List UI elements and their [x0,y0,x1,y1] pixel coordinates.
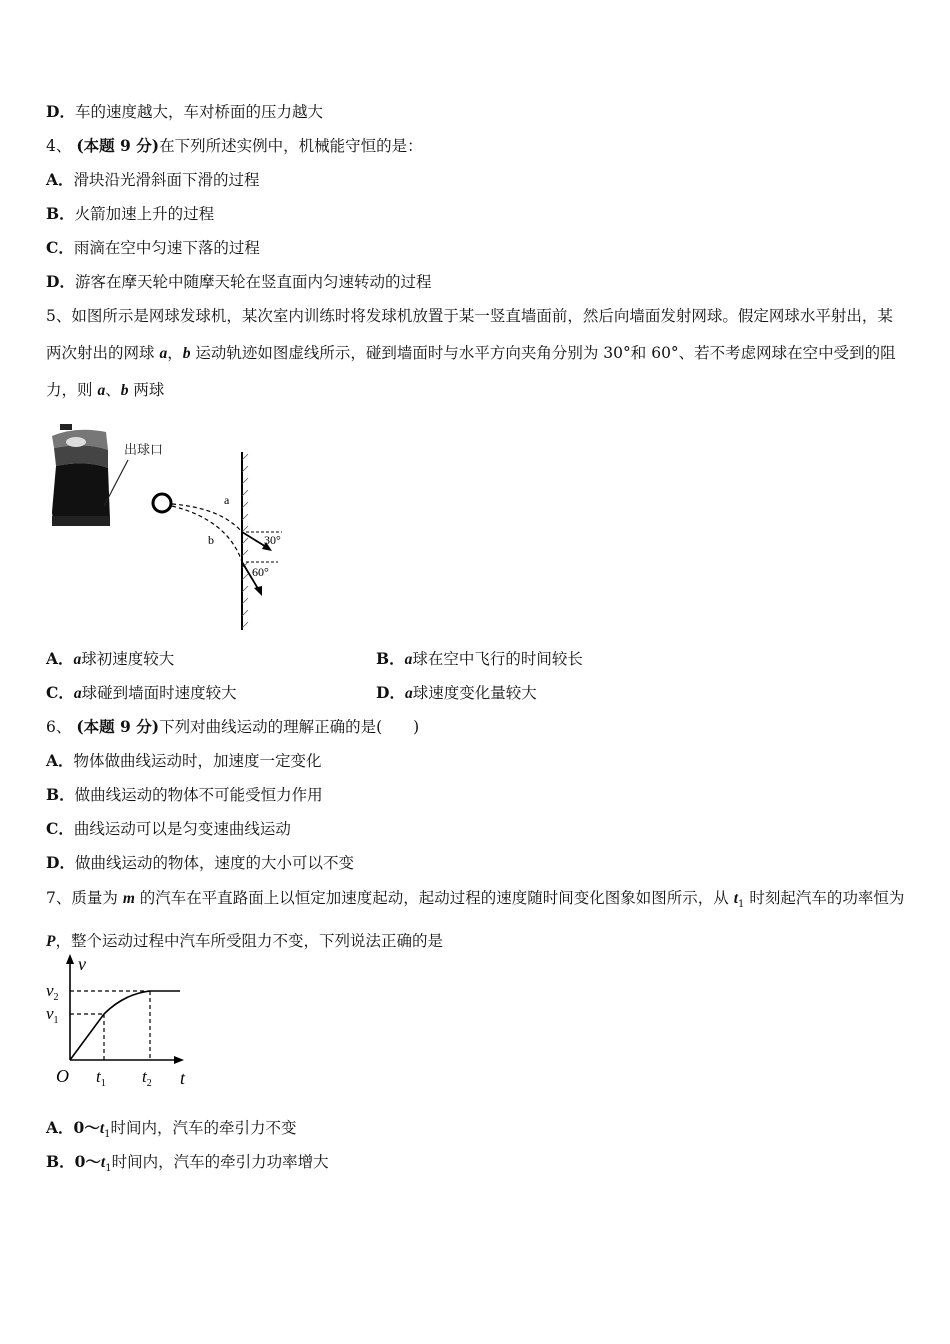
var-t: t [99,1120,105,1137]
trajectory-b [172,506,242,562]
option-letter: A． [46,1118,74,1137]
var-a: a [159,345,168,362]
q4-option-b [46,204,214,224]
var-a: a [73,651,82,668]
label-b: b [208,533,214,547]
option-range: 0～ [73,1118,100,1137]
punct: ， [167,344,183,362]
var-b: b [182,345,191,362]
option-text: 球初速度较大 [81,650,175,668]
q6-option-d [46,853,354,873]
q6-option-c [46,819,291,839]
var-b: b [120,382,129,399]
question-text: 时刻起汽车的功率恒为 [744,889,905,907]
question-text: 如图所示是网球发球机，某次室内训练时将发球机放置于某一竖直墙面前，然后向墙面发射网球。假定网球水平射出，某两次射出的网球 [46,307,893,362]
origin-label: O [56,1066,69,1086]
t1-label: $t_1$ [96,1067,106,1089]
var-t: t [733,890,739,907]
question-number: 4、 [46,137,72,155]
t-axis-label: t [180,1068,186,1088]
arrow-head-b-icon [254,586,262,596]
option-letter: D． [46,853,75,872]
trajectory-a [172,504,242,532]
question-score: (本题 9 分) [76,136,160,155]
var-P: P [46,933,56,951]
option-text: 时间内，汽车的牵引力功率增大 [111,1153,329,1171]
option-range: 0～ [74,1152,101,1171]
option-text: 滑块沿光滑斜面下滑的过程 [73,171,260,189]
q3-option-d [46,102,323,122]
linear-segment [70,1014,104,1060]
var-a: a [73,685,82,702]
option-text: 车的速度越大，车对桥面的压力越大 [74,103,323,121]
question-text: 下列对曲线运动的理解正确的是( ) [159,718,420,736]
tennis-ball-icon [153,494,171,512]
var-t: t [100,1154,106,1171]
option-letter: C． [46,819,74,838]
option-text: 雨滴在空中匀速下落的过程 [73,239,260,257]
launcher-machine-icon [52,424,110,526]
question-text: 质量为 [71,889,123,907]
subscript: 1 [738,899,745,911]
option-text: 曲线运动可以是匀变速曲线运动 [73,820,291,838]
option-text: 物体做曲线运动时，加速度一定变化 [73,752,322,770]
option-text: 球碰到墙面时速度较大 [81,684,237,702]
v2-label: $v_2$ [46,981,59,1003]
q4-option-d [46,272,431,292]
var-a: a [404,685,413,702]
outlet-label: 出球口 [124,443,164,458]
option-letter: A． [46,170,74,189]
option-letter: B． [46,785,75,804]
q4-stem [46,136,423,156]
angle-60-label: 60° [252,565,269,579]
q5-stem [46,298,908,409]
v1-label: $v_1$ [46,1004,59,1026]
question-text: 运动轨迹如图虚线所示，碰到墙面时与水平方向夹角分别为 30°和 60°、若不考虑网球在空中受到的阻力，则 [46,344,896,399]
option-letter: A． [46,649,74,668]
q5-option-b [376,649,583,670]
subscript: 1 [105,1163,112,1175]
velocity-time-graph [44,952,204,1087]
q4-option-c [46,238,260,258]
question-text: 在下列所述实例中，机械能守恒的是： [159,137,423,155]
option-letter: D． [46,102,75,121]
tennis-launcher-figure [46,420,306,635]
option-text: 球在空中飞行的时间较长 [412,650,583,668]
curved-segment [104,991,150,1014]
q4-option-a [46,170,260,190]
var-a: a [97,382,106,399]
option-text: 做曲线运动的物体，速度的大小可以不变 [74,854,354,872]
q5-option-c [46,683,237,704]
option-letter: B． [46,204,75,223]
option-letter: D． [46,272,75,291]
question-text: ，整个运动过程中汽车所受阻力不变，下列说法正确的是 [55,932,443,951]
punct: 、 [105,381,121,399]
question-number: 6、 [46,718,72,736]
question-text: 的汽车在平直路面上以恒定加速度起动，起动过程的速度随时间变化图象如图所示，从 [134,889,734,907]
v-axis-label: v [78,954,86,974]
v-axis-arrow-icon [66,954,74,964]
option-text: 火箭加速上升的过程 [74,205,215,223]
q7-option-b [46,1152,329,1179]
q6-stem [46,717,419,737]
q6-option-b [46,785,323,805]
label-a: a [224,493,230,507]
option-text: 球速度变化量较大 [412,684,537,702]
question-text: 两球 [128,381,165,399]
question-score: (本题 9 分) [76,717,160,736]
option-text: 时间内，汽车的牵引力不变 [110,1119,297,1137]
option-letter: A． [46,751,74,770]
option-text: 游客在摩天轮中随摩天轮在竖直面内匀速转动的过程 [74,273,432,291]
t-axis-arrow-icon [174,1056,184,1064]
angle-30-label: 30° [264,533,281,547]
option-letter: B． [46,1152,75,1171]
var-m: m [122,890,135,907]
subscript: 1 [104,1129,111,1141]
option-letter: D． [376,683,405,702]
q7-option-a [46,1118,297,1145]
q5-option-d [376,683,537,704]
question-number: 7、 [46,889,72,907]
t2-label: $t_2$ [142,1067,152,1089]
var-a: a [404,651,413,668]
option-letter: C． [46,683,74,702]
option-letter: B． [376,649,405,668]
q6-option-a [46,751,322,771]
option-letter: C． [46,238,74,257]
option-text: 做曲线运动的物体不可能受恒力作用 [74,786,323,804]
q5-option-a [46,649,174,670]
question-number: 5、 [46,307,72,325]
q7-stem [46,880,908,960]
